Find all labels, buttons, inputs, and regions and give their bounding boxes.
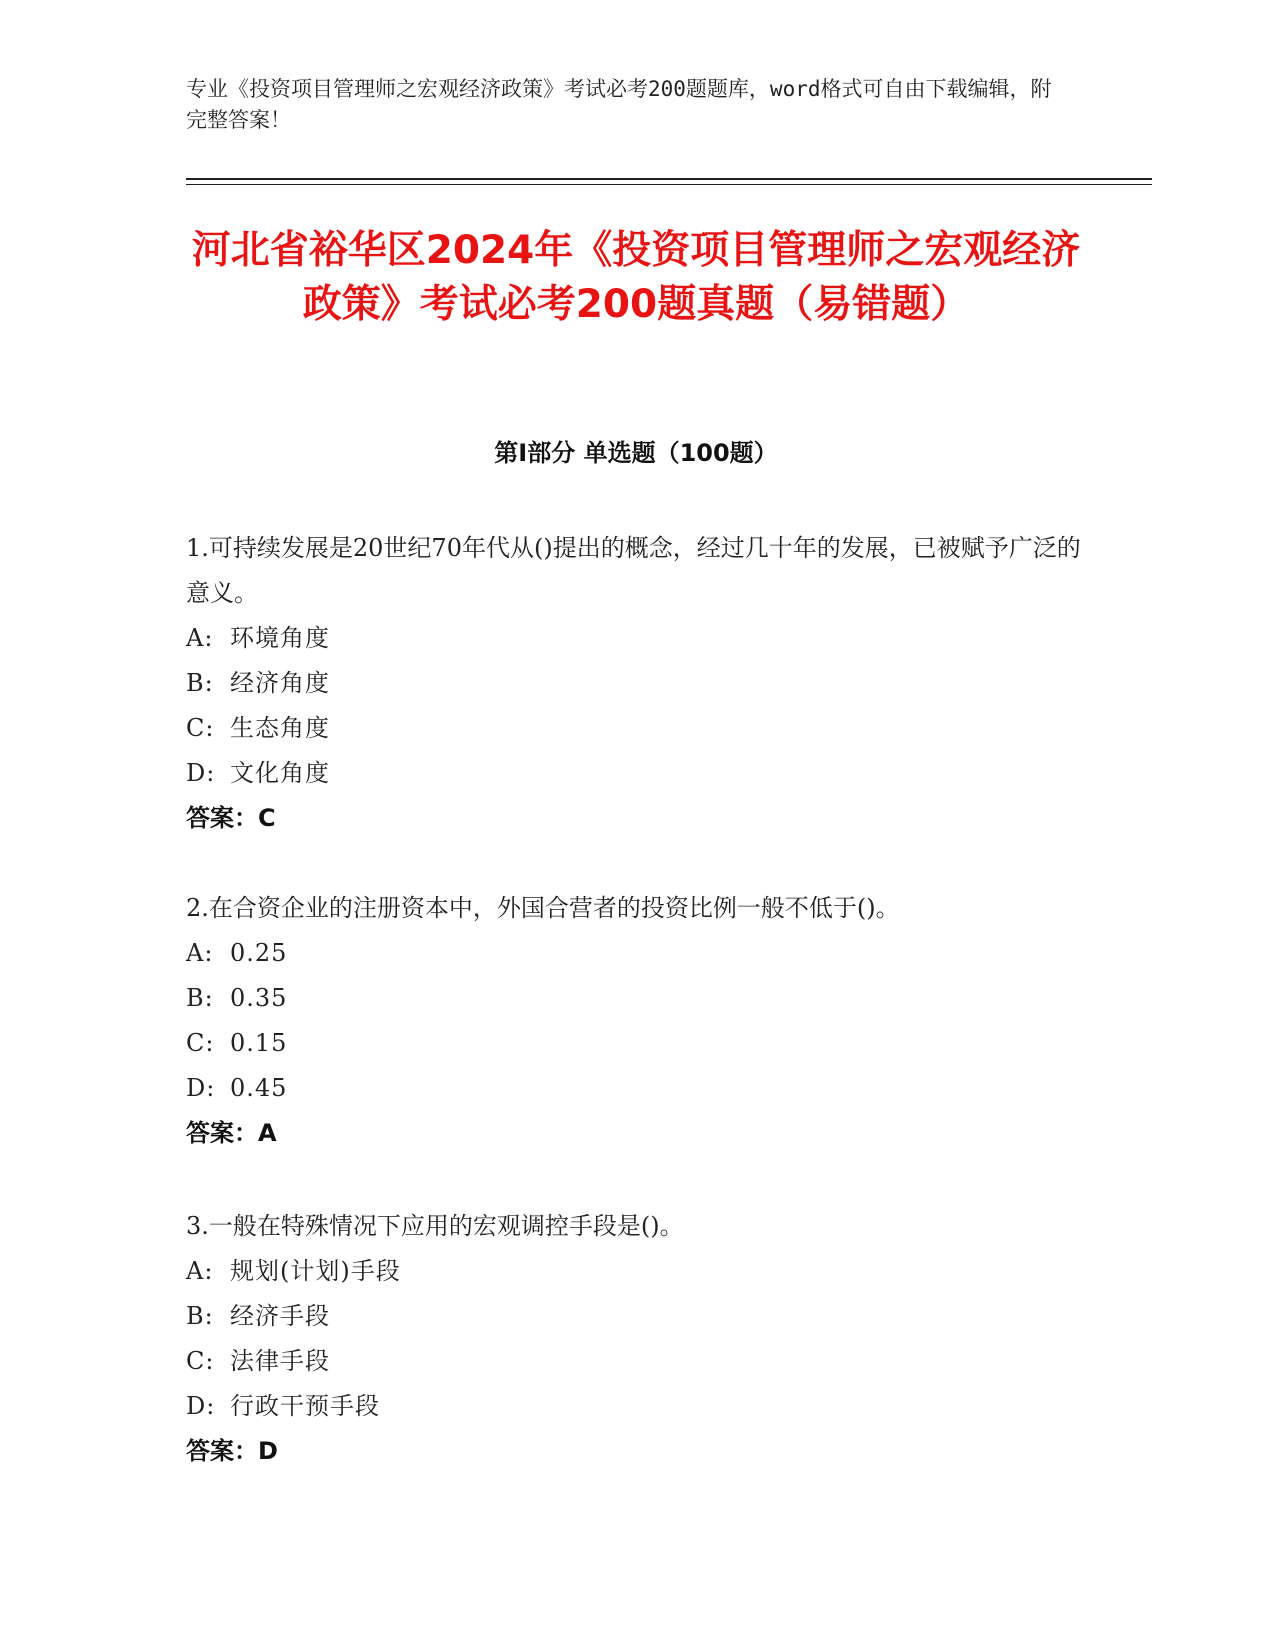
option-d [186, 1066, 1086, 1111]
option-text: 环境角度 [230, 624, 330, 652]
option-text: 行政干预手段 [230, 1392, 380, 1420]
document-title: 河北省裕华区2024年《投资项目管理师之宏观经济政策》考试必考200题真题（易错题） [191, 228, 1081, 327]
option-label: C: [186, 714, 215, 742]
option-c [186, 706, 1086, 751]
question-3 [186, 1204, 1086, 1474]
answer-line: 答案：D [186, 1437, 278, 1465]
option-text: 0.45 [230, 1074, 288, 1102]
option-label: A: [186, 939, 214, 967]
option-text: 0.15 [230, 1029, 288, 1057]
question-1 [186, 526, 1086, 841]
option-text: 文化角度 [230, 759, 330, 787]
option-label: A: [186, 1257, 214, 1285]
option-text: 0.35 [230, 984, 288, 1012]
question-2 [186, 886, 1086, 1156]
option-text: 规划(计划)手段 [230, 1257, 401, 1285]
option-b [186, 1294, 1086, 1339]
option-text: 经济角度 [230, 669, 330, 697]
header-divider-thin [186, 184, 1152, 185]
answer-line: 答案：A [186, 1119, 277, 1147]
option-text: 0.25 [230, 939, 288, 967]
option-text: 生态角度 [230, 714, 330, 742]
question-stem: 3.一般在特殊情况下应用的宏观调控手段是()。 [186, 1212, 684, 1240]
option-a [186, 931, 1086, 976]
header-divider-thick [186, 178, 1152, 180]
option-label: D: [186, 1074, 216, 1102]
option-c [186, 1339, 1086, 1384]
option-text: 经济手段 [230, 1302, 330, 1330]
option-label: D: [186, 1392, 216, 1420]
option-label: B: [186, 984, 214, 1012]
option-d [186, 751, 1086, 796]
option-a [186, 1249, 1086, 1294]
option-c [186, 1021, 1086, 1066]
option-b [186, 976, 1086, 1021]
section-title: 第Ⅰ部分 单选题（100题） [494, 439, 778, 467]
option-label: C: [186, 1029, 215, 1057]
option-label: C: [186, 1347, 215, 1375]
option-label: D: [186, 759, 216, 787]
answer-line: 答案：C [186, 804, 276, 832]
question-stem: 1.可持续发展是20世纪70年代从()提出的概念，经过几十年的发展，已被赋予广泛的意义。 [186, 534, 1081, 607]
option-label: B: [186, 1302, 214, 1330]
option-text: 法律手段 [230, 1347, 330, 1375]
option-label: A: [186, 624, 214, 652]
option-d [186, 1384, 1086, 1429]
option-b [186, 661, 1086, 706]
option-a [186, 616, 1086, 661]
question-stem: 2.在合资企业的注册资本中，外国合营者的投资比例一般不低于()。 [186, 894, 900, 922]
option-label: B: [186, 669, 214, 697]
header-note: 专业《投资项目管理师之宏观经济政策》考试必考200题题库，word格式可自由下载编辑，附完整答案！ [186, 77, 1052, 132]
